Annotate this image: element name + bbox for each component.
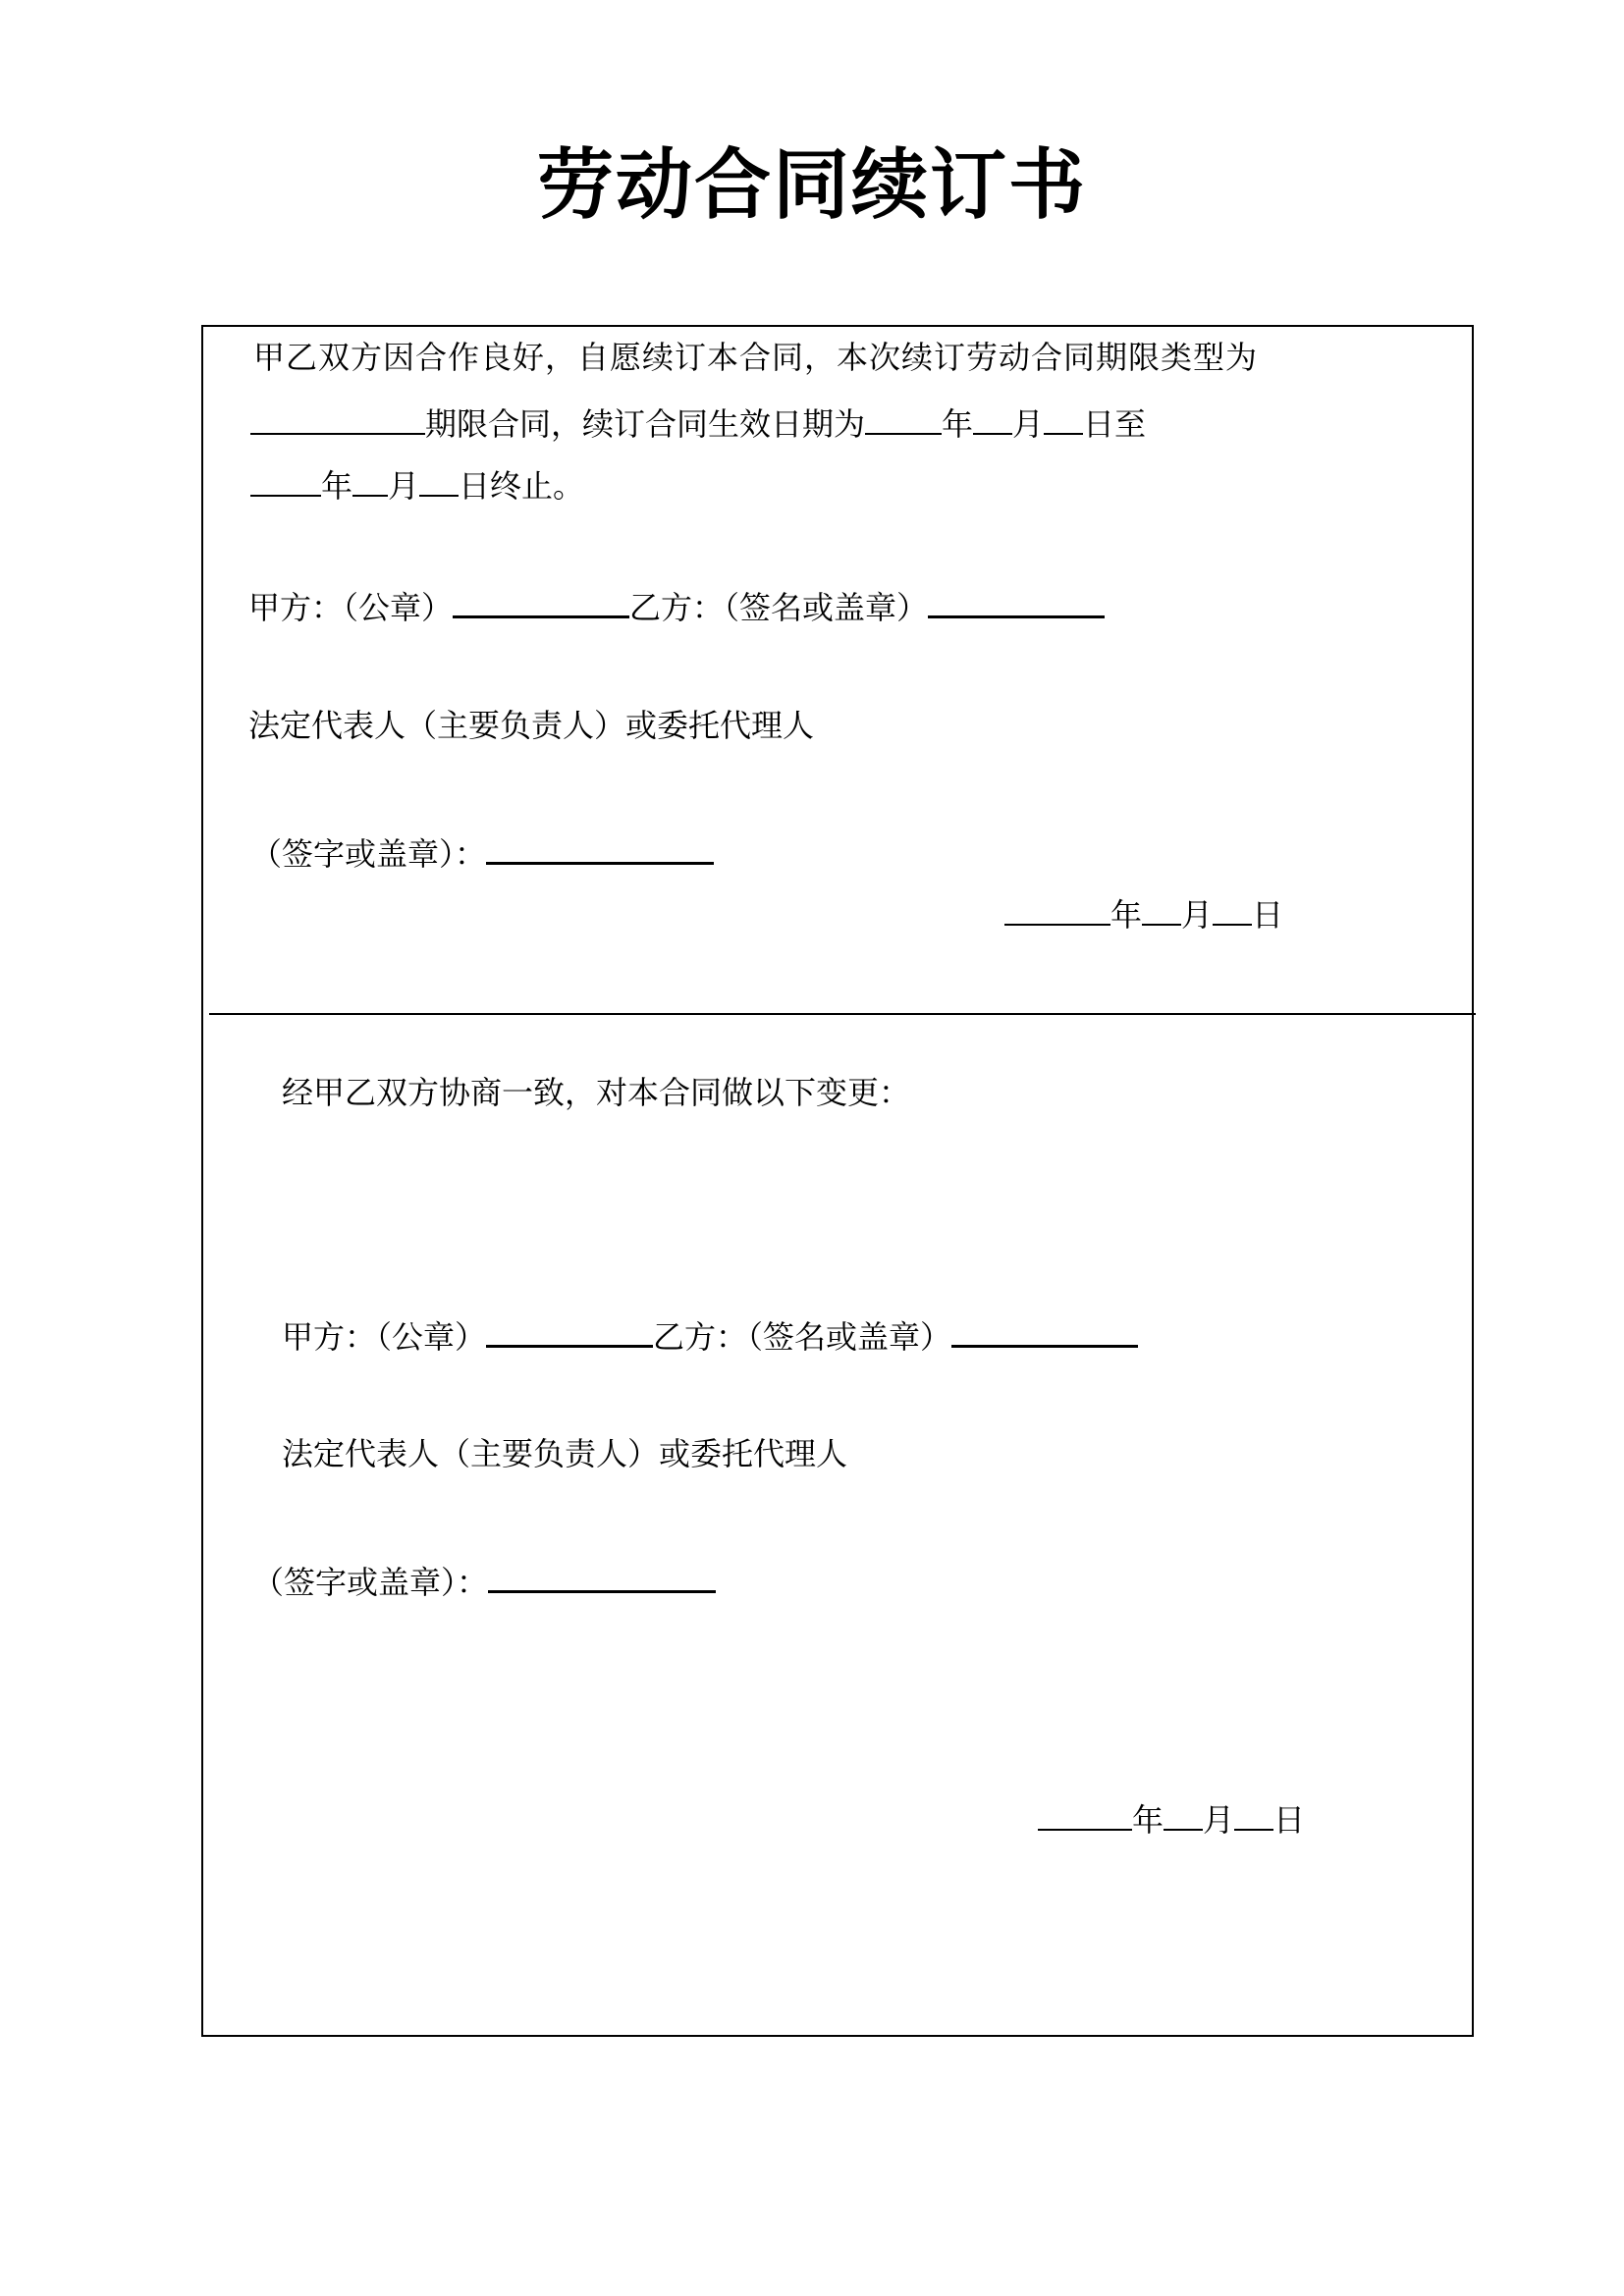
form-frame	[201, 325, 1474, 2037]
end-year-blank[interactable]	[250, 465, 321, 497]
end-day-blank[interactable]	[419, 465, 459, 497]
change-legal-rep-label: 法定代表人（主要负责人）或委托代理人	[282, 1435, 848, 1472]
change-date-month-blank[interactable]	[1164, 1799, 1203, 1831]
effective-month-label: 月	[1012, 405, 1045, 443]
renewal-signature-label: （签字或盖章）：	[250, 835, 487, 873]
change-signature-line	[252, 1561, 716, 1601]
renewal-intro-line-1	[253, 339, 1259, 376]
renewal-date-month-label: 月	[1181, 896, 1214, 934]
renewal-date-month-blank[interactable]	[1142, 894, 1181, 926]
change-party-a-label: 甲方：（公章）	[282, 1318, 487, 1356]
effective-year-blank[interactable]	[865, 403, 942, 435]
effective-month-blank[interactable]	[973, 403, 1012, 435]
renewal-date-line	[1004, 894, 1284, 934]
renewal-party-a-seal-blank[interactable]	[453, 586, 629, 618]
renewal-date-year-label: 年	[1110, 896, 1143, 934]
renewal-signature-line	[250, 832, 714, 873]
renewal-party-b-signature-blank[interactable]	[928, 586, 1105, 618]
change-parties-line	[282, 1315, 1138, 1356]
change-date-line	[1038, 1799, 1306, 1839]
change-date-month-label: 月	[1203, 1801, 1235, 1839]
renewal-signature-blank[interactable]	[486, 832, 714, 865]
renewal-intro-line-3	[250, 465, 585, 505]
change-party-a-seal-blank[interactable]	[486, 1315, 653, 1348]
renewal-date-day-blank[interactable]	[1213, 894, 1252, 926]
contract-term-type-blank[interactable]	[250, 403, 425, 435]
renewal-legal-rep-line	[248, 707, 815, 744]
change-legal-rep-line	[282, 1435, 848, 1472]
renewal-date-day-label: 日	[1252, 896, 1284, 934]
renewal-parties-line	[248, 586, 1105, 626]
end-month-blank[interactable]	[352, 465, 388, 497]
change-date-day-label: 日	[1273, 1801, 1306, 1839]
change-intro-line	[282, 1074, 911, 1111]
change-party-b-label: 乙方：（签名或盖章）	[653, 1318, 952, 1356]
effective-day-label: 日至	[1083, 405, 1147, 443]
end-month-label: 月	[388, 467, 420, 505]
change-signature-blank[interactable]	[488, 1561, 716, 1593]
effective-year-label: 年	[942, 405, 974, 443]
end-day-label: 日终止。	[459, 467, 585, 505]
change-party-b-signature-blank[interactable]	[951, 1315, 1138, 1348]
effective-day-blank[interactable]	[1044, 403, 1083, 435]
change-signature-label: （签字或盖章）：	[252, 1564, 489, 1601]
end-year-label: 年	[321, 467, 353, 505]
renewal-intro-line-2	[250, 403, 1147, 443]
renewal-term-text: 期限合同，续订合同生效日期为	[425, 405, 866, 443]
section-divider	[209, 1013, 1476, 1015]
change-date-year-blank[interactable]	[1038, 1799, 1132, 1831]
change-date-year-label: 年	[1132, 1801, 1164, 1839]
document-title: 劳动合同续订书	[536, 141, 1087, 230]
renewal-date-year-blank[interactable]	[1004, 894, 1110, 926]
change-intro-text: 经甲乙双方协商一致，对本合同做以下变更：	[282, 1074, 911, 1111]
renewal-legal-rep-label: 法定代表人（主要负责人）或委托代理人	[248, 707, 815, 744]
renewal-party-a-label: 甲方：（公章）	[248, 589, 454, 626]
renewal-intro-text: 甲乙双方因合作良好，自愿续订本合同，本次续订劳动合同期限类型为	[253, 339, 1259, 376]
change-date-day-blank[interactable]	[1234, 1799, 1273, 1831]
renewal-party-b-label: 乙方：（签名或盖章）	[629, 589, 929, 626]
